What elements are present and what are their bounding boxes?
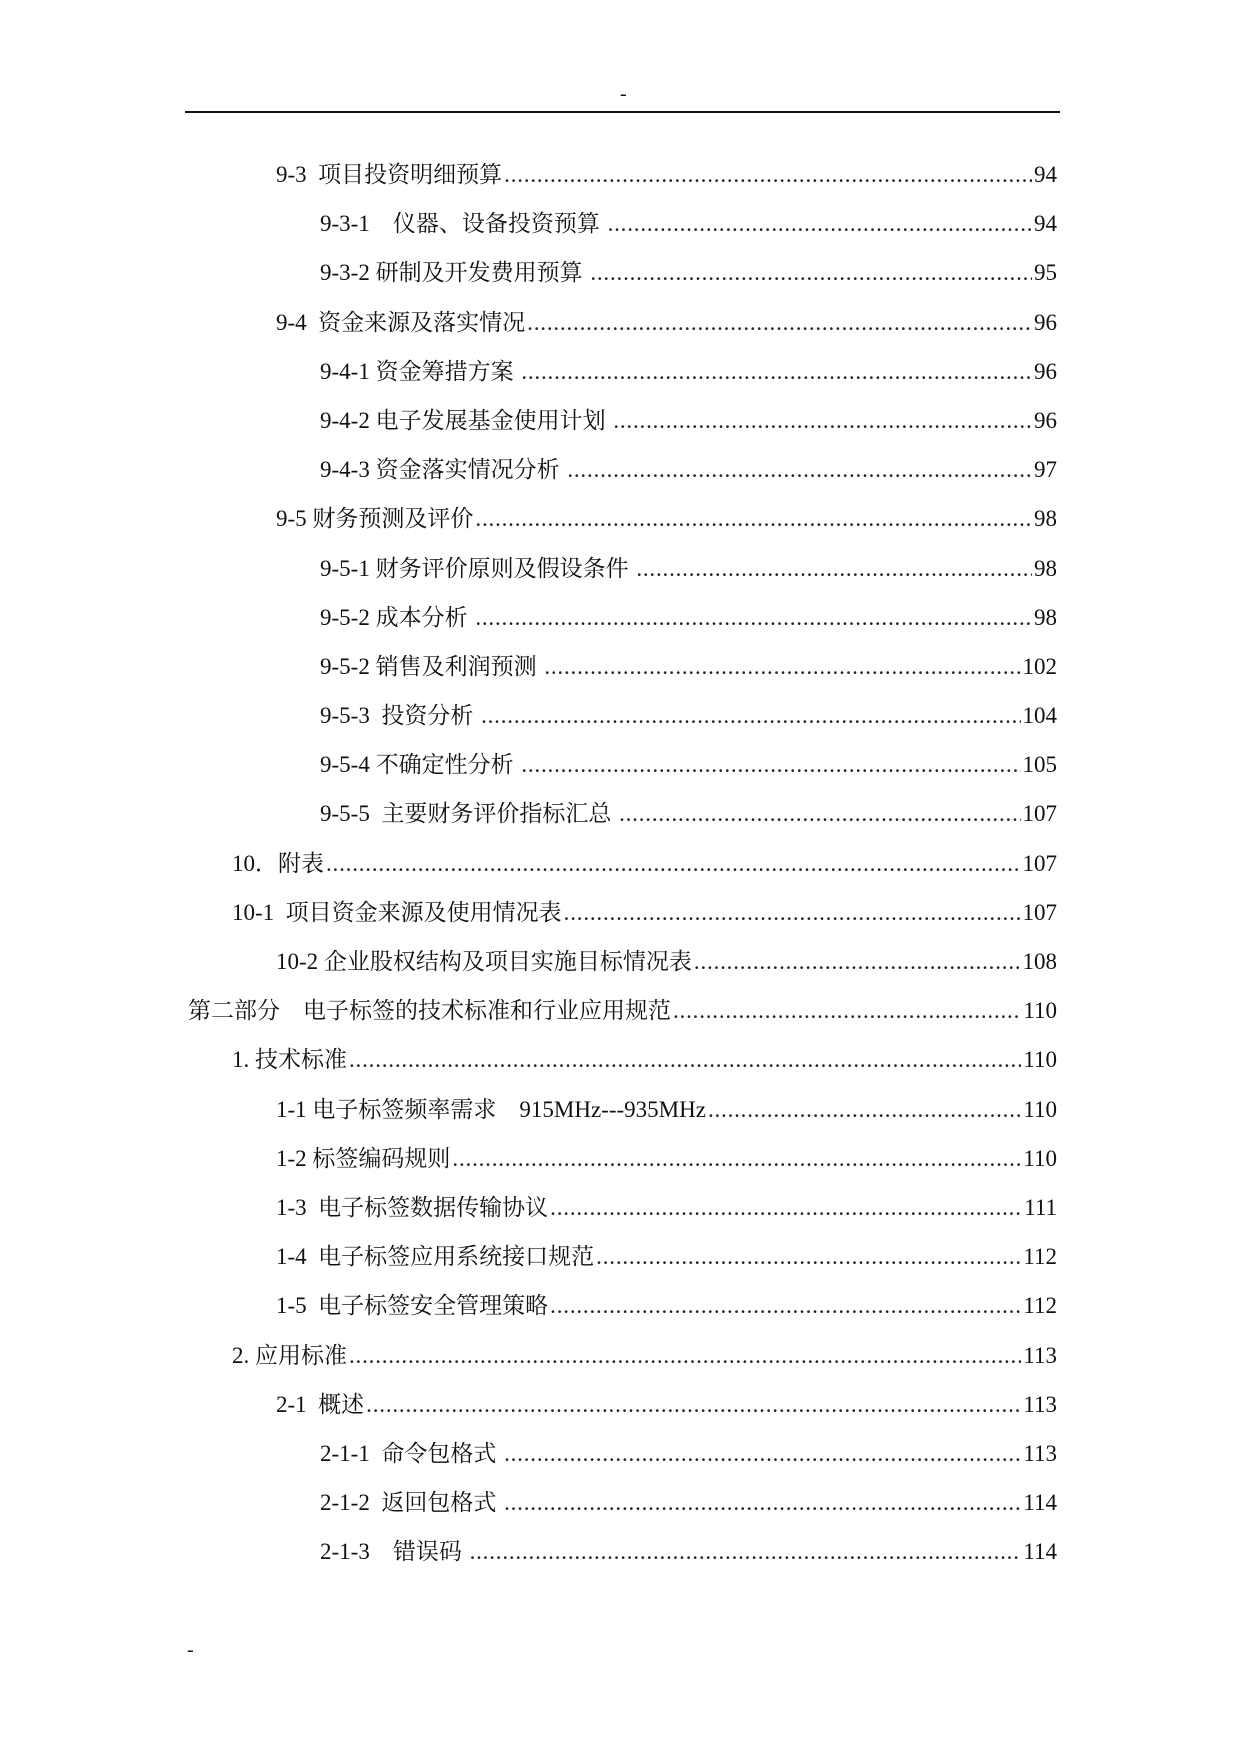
- toc-entry-page-number: 107: [1022, 850, 1057, 876]
- toc-entry-page-number: 110: [1023, 1047, 1057, 1073]
- toc-entry-page-number: 112: [1023, 1293, 1057, 1319]
- dot-leader: [608, 204, 1032, 244]
- toc-entry[interactable]: [0, 450, 1241, 499]
- toc-entry[interactable]: [0, 1090, 1241, 1139]
- toc-entry[interactable]: [0, 991, 1241, 1040]
- toc-entry[interactable]: [0, 253, 1241, 302]
- toc-entry-title: 1-5 电子标签安全管理策略: [276, 1293, 549, 1319]
- toc-entry[interactable]: [0, 499, 1241, 548]
- toc-entry-title: 9-4-2 电子发展基金使用计划: [320, 407, 612, 433]
- toc-entry-title: 9-3 项目投资明细预算: [276, 162, 503, 187]
- toc-entry-title: 9-4-3 资金落实情况分析: [320, 457, 566, 483]
- toc-entry-page-number: 104: [1022, 703, 1057, 729]
- toc-entry-page-number: 113: [1023, 1342, 1057, 1368]
- toc-entry-title: 2-1-2 返回包格式: [320, 1490, 503, 1516]
- toc-entry-page-number: 98: [1034, 555, 1057, 581]
- toc-entry[interactable]: [0, 1434, 1241, 1483]
- toc-entry-page-number: 98: [1034, 604, 1057, 630]
- dot-leader: [619, 794, 1020, 834]
- toc-entry-title: 9-5 财务预测及评价: [276, 506, 474, 532]
- dot-leader: [452, 1139, 1021, 1179]
- dot-leader: [673, 991, 1021, 1031]
- toc-entry-title: 9-5-2 成本分析: [320, 604, 474, 630]
- toc-entry[interactable]: [0, 303, 1241, 352]
- toc-entry[interactable]: [0, 1139, 1241, 1188]
- toc-entry[interactable]: [0, 1188, 1241, 1237]
- toc-entry-title: 2-1-3 错误码: [320, 1539, 468, 1565]
- toc-entry[interactable]: [0, 696, 1241, 745]
- dot-leader: [349, 1040, 1021, 1080]
- toc-entry-page-number: 96: [1034, 309, 1057, 335]
- toc-entry[interactable]: [0, 352, 1241, 401]
- toc-entry-page-number: 96: [1034, 358, 1057, 384]
- toc-entry-title: 1-3 电子标签数据传输协议: [276, 1194, 549, 1220]
- header-rule: [185, 111, 1060, 113]
- toc-entry[interactable]: [0, 1237, 1241, 1286]
- dot-leader: [349, 1336, 1021, 1376]
- toc-entry-title: 9-4 资金来源及落实情况: [276, 309, 526, 335]
- toc-entry[interactable]: [0, 1040, 1241, 1089]
- toc-entry-title: 9-5-3 投资分析: [320, 703, 480, 729]
- toc-entry[interactable]: [0, 204, 1241, 253]
- toc-entry-page-number: 110: [1023, 998, 1057, 1024]
- dot-leader: [326, 844, 1021, 884]
- toc-entry-title: 9-5-1 财务评价原则及假设条件: [320, 555, 635, 581]
- toc-entry[interactable]: [0, 844, 1241, 893]
- dot-leader: [590, 253, 1032, 293]
- toc-entry-title: 9-3-2 研制及开发费用预算: [320, 260, 589, 286]
- toc-entry-title: 9-5-5 主要财务评价指标汇总: [320, 801, 618, 827]
- toc-entry-page-number: 94: [1034, 162, 1057, 187]
- toc-entry-page-number: 94: [1034, 211, 1057, 237]
- toc-entry-title: 2-1 概述: [276, 1391, 365, 1417]
- dot-leader: [567, 450, 1032, 490]
- toc-entry-title: 9-5-4 不确定性分析: [320, 752, 520, 778]
- toc-entry-page-number: 114: [1023, 1490, 1057, 1516]
- toc-entry-title: 1-4 电子标签应用系统接口规范: [276, 1244, 595, 1270]
- dot-leader: [694, 942, 1021, 982]
- header-mark: -: [620, 83, 627, 105]
- dot-leader: [475, 499, 1032, 539]
- toc-entry[interactable]: [0, 401, 1241, 450]
- toc-entry-page-number: 108: [1022, 949, 1057, 974]
- dot-leader: [504, 1434, 1021, 1474]
- dot-leader: [564, 893, 1021, 933]
- toc-entry-page-number: 105: [1022, 752, 1057, 778]
- dot-leader: [481, 696, 1020, 736]
- toc-entry[interactable]: [0, 1483, 1241, 1532]
- toc-entry-title: 9-5-2 销售及利润预测: [320, 653, 543, 679]
- toc-entry-title: 2-1-1 命令包格式: [320, 1440, 503, 1466]
- toc-entry[interactable]: [0, 1385, 1241, 1434]
- dot-leader: [527, 303, 1032, 343]
- toc-entry-title: 10-1 项目资金来源及使用情况表: [232, 899, 562, 925]
- toc-entry-page-number: 107: [1022, 801, 1057, 827]
- toc-entry[interactable]: [0, 1336, 1241, 1385]
- toc-entry-title: 1-1 电子标签频率需求 915MHz---935MHz: [276, 1096, 706, 1122]
- toc-entry-page-number: 97: [1034, 457, 1057, 483]
- dot-leader: [504, 1483, 1021, 1523]
- dot-leader: [504, 155, 1032, 195]
- toc-entry-title: 第二部分 电子标签的技术标准和行业应用规范: [188, 998, 671, 1024]
- toc-entry[interactable]: [0, 155, 1241, 204]
- toc-entry-page-number: 114: [1023, 1539, 1057, 1565]
- toc-entry-page-number: 95: [1034, 260, 1057, 286]
- toc-entry-page-number: 96: [1034, 407, 1057, 433]
- toc-entry[interactable]: [0, 1532, 1241, 1581]
- toc-entry-title: 9-3-1 仪器、设备投资预算: [320, 211, 606, 237]
- dot-leader: [550, 1286, 1021, 1326]
- dot-leader: [613, 401, 1032, 441]
- toc-entry[interactable]: [0, 549, 1241, 598]
- toc-entry-page-number: 113: [1023, 1440, 1057, 1466]
- dot-leader: [366, 1385, 1021, 1425]
- toc-entry-page-number: 112: [1023, 1244, 1057, 1270]
- footer-mark: -: [187, 1639, 194, 1661]
- toc-entry[interactable]: [0, 598, 1241, 647]
- toc-entry-page-number: 110: [1023, 1145, 1057, 1171]
- toc-entry-page-number: 111: [1024, 1194, 1057, 1220]
- toc-entry-title: 1-2 标签编码规则: [276, 1145, 451, 1171]
- toc-entry-page-number: 107: [1022, 899, 1057, 925]
- toc-entry-title: 9-4-1 资金筹措方案: [320, 358, 520, 384]
- toc-entry[interactable]: [0, 647, 1241, 696]
- toc-entry-page-number: 98: [1034, 506, 1057, 532]
- toc-entry[interactable]: [0, 745, 1241, 794]
- toc-entry[interactable]: [0, 794, 1241, 843]
- toc-entry[interactable]: [0, 942, 1241, 991]
- toc-entry-title: 1. 技术标准: [232, 1047, 347, 1073]
- toc-entry-page-number: 102: [1022, 653, 1057, 679]
- dot-leader: [596, 1237, 1021, 1277]
- dot-leader: [544, 647, 1020, 687]
- table-of-contents: [0, 155, 1241, 1581]
- dot-leader: [636, 549, 1032, 589]
- toc-entry[interactable]: [0, 893, 1241, 942]
- toc-entry-title: 10-2 企业股权结构及项目实施目标情况表: [276, 949, 692, 974]
- toc-entry-page-number: 113: [1023, 1391, 1057, 1417]
- dot-leader: [550, 1188, 1022, 1228]
- dot-leader: [521, 352, 1032, 392]
- dot-leader: [470, 1532, 1022, 1572]
- toc-entry-page-number: 110: [1023, 1096, 1057, 1122]
- toc-entry-title: 2. 应用标准: [232, 1342, 347, 1368]
- toc-entry[interactable]: [0, 1286, 1241, 1335]
- dot-leader: [708, 1090, 1021, 1130]
- dot-leader: [475, 598, 1032, 638]
- dot-leader: [521, 745, 1020, 785]
- toc-entry-title: 10．附表: [232, 850, 324, 876]
